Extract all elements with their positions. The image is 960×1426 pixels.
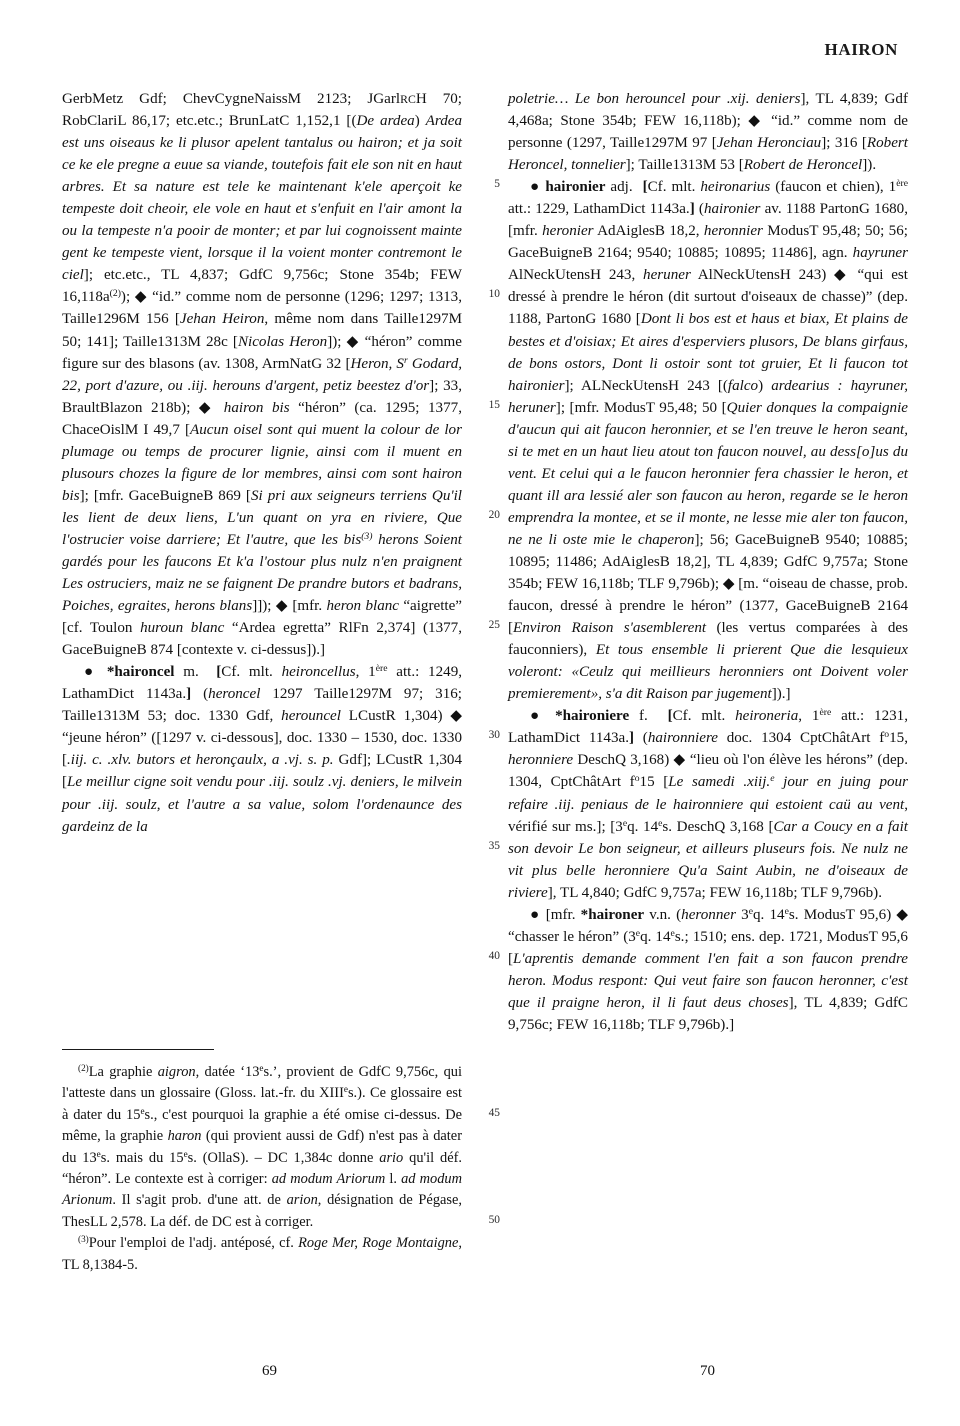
line-number: 25 <box>488 619 500 632</box>
left-column <box>62 88 462 838</box>
line-number: 50 <box>488 1213 500 1226</box>
entry-haironcel: ● *haironcel m. [Cf. mlt. heironcellus, 1ère att.: 1249, LathamDict 1143a.] (heroncel 1297 Taille1297M 97; 316; Taille1313M 53; doc. 1330 Gdf, herouncel LCustR 1,304) ◆ “jeune héron” ([1297 v. ci-dessous], doc. 1330 – 1530, doc. 1330 [.iij. c. .xlv. butors et heronçaulx, a .vj. s. p. Gdf]; LCustR 1,304 [Le meillur cigne soit vendu pour .iij. soulz .vj. deniers, le milvein pour .iij. soulz, et l'autre a sa value, solom l'ordenaunce des gardeinz de la <box>62 663 463 835</box>
line-number: 30 <box>488 729 500 742</box>
footnote-separator <box>62 1049 214 1050</box>
line-number-gutter <box>470 88 500 1268</box>
entry-haironer: ● [mfr. *haironer v.n. (heronner 3eq. 14es. ModusT 95,6) ◆ “chasser le héron” (3eq. 14es.; 1510; ens. dep. 1721, ModusT 95,6 [L'aprentis demande comment l'en fait a son faucon prendre heron. Modus respont: Qui veut faire son faucon heronner, c'est que il praigne heron, il li faut deus choses], TL 4,839; GdfC 9,756c; FEW 16,118b; TLF 9,796b).] <box>508 905 909 1033</box>
running-head: HAIRON <box>824 40 898 59</box>
footnote-3: $^{(3)}$Pour l'emploi de l'adj. antéposé, cf. Roge Mer, Roge Montaigne, TL 8,1384-5. <box>62 1234 462 1273</box>
footnote-2: $^{(2)}$La graphie aigron, datée ‘13es.’, provient de GdfC 9,756c, qui l'atteste dans un glossaire (Gloss. lat.-fr. du XIIIes.). Ce glossaire est à dater du 15es., c'est pourquoi la graphie a été omise ci-dessus. De même, la graphie haron (qui provient aussi de Gdf) n'est pas à dater du 13es. mais du 15es. (OllaS). – DC 1,384c donne ario qu'il déf. “héron”. Le contexte est à corriger: ad modum Ariorum l. ad modum Arionum. Il s'agit prob. d'une att. de arion, désignation de Pégase, ThesLL 2,578. La déf. de DC est à corriger. <box>62 1063 462 1230</box>
entry-haironiere: ● *haironiere f. [Cf. mlt. heironeria, 1ère att.: 1231, LathamDict 1143a.] (haironniere doc. 1304 CptChâtArt $f^o15$, heronniere DeschQ 3,168) ◆ “lieu où l'on élève les hérons” (dep. 1304, CptChâtArt $f^o15$ [Le samedi .xiij.$^e$ jour en juing pour refaire .iij. peniaus de le haironniere qui estoient caü au vent, vérifié sur ms.]; [3eq. 14es. DeschQ 3,168 [Car a Coucy en a fait son devoir Le bon seigneur, et ailleurs pluseurs fois. Ne nulz ne vit plus belle heronniere Qu'a Saint Aubin, ne d'oiseaux de riviere], TL 4,840; GdfC 9,757a; FEW 16,118b; TLF 9,796b). <box>508 707 908 901</box>
right-column <box>508 88 908 1036</box>
folio-right: 70 <box>700 1363 715 1379</box>
line-number: 20 <box>488 508 500 521</box>
footnote-block <box>62 1062 462 1276</box>
entry-haironier: ● haironier adj. [Cf. mlt. heironarius (faucon et chien), 1ère att.: 1229, LathamDict 1143a.] (haironier av. 1188 PartonG 1680, [mfr. heronier AdAiglesB 18,2, heronnier ModusT 95,48; 50; 56; GaceBuigneB 2164; 9540; 10885; 10895; 11486], agn. hayruner AlNeckUtensH 243, heruner AlNeckUtensH 243) ◆ “qui est dressé à prendre le héron (dit surtout d'oiseaux de chasse)” (dep. 1188, PartonG 1680 [Dont li bos est et haus et biax, Et plains de bestes et d'oisiax; Et aires d'esperviers plusors, De blans girfaus, de bons ostors, Dont li ostoir sont tot gruier, Et li faucon tot haironier]; ALNeckUtensH 243 [(falco) ardearius : hayruner, heruner]; [mfr. ModusT 95,48; 50 [Quier donques la compaignie d'aucun qui ait faucon heronnier, et se l'en treuve le heron seant, si te met en un haut lieu atout ton faucon nouvel, au dess[o]us du vent. Et celui qui a le faucon heronnier fera chassier le heron, et quant ill ara lessié aler son faucon au heron, regarde se le heron emprendra la montee, et se il monte, ne lesse mie aler ton faucon, ne ne li oste mie le chaperon]; 56; GaceBuigneB 9540; 10885; 10895; 11486; AdAiglesB 18,2], TL 4,839; GdfC 9,757a; Stone 354b; FEW 16,118b; TLF 9,796b); ◆ [m. “oiseau de chasse, prob. faucon, dressé à prendre le héron” (1377, GaceBuigneB 2164 [Environ Raison s'asemblerent (les vertus comparées à des fauconniers), Et tous ensemble li prierent Que die lesquieux voleront: «Ceulz qui meillieurs heronniers ont Doivent voler premierement», s'a dit Raison par jugement]).] <box>508 178 909 703</box>
line-number: 35 <box>488 839 500 852</box>
folio-left: 69 <box>262 1363 277 1379</box>
entry-haironcel-continuation: poletrie… Le bon herouncel pour .xij. deniers], TL 4,839; Gdf 4,468a; Stone 354b; FEW 16,118b); ◆ “id.” comme nom de personne (1297, Taille1297M 97 [Jehan Heronciau]; 316 [Robert Heroncel, tonnelier]; Taille1313M 53 [Robert de Heroncel]). <box>508 91 908 174</box>
line-number: 15 <box>488 398 500 411</box>
line-number: 40 <box>488 949 500 962</box>
entry-hairon-continuation: GerbMetz Gdf; ChevCygneNaissM 2123; JGarlRCH 70; RobClariL 86,17; etc.etc.; BrunLatC 1,152,1 [(De ardea) Ardea est uns oiseaus ke li plusor apelent tantalus ou hairon; et ja soit ce ke ele pregne a euue sa viande, toutefois fait ele son nit en haut arbres. Et sa nature est tele ke maintenant k'ele aperçoit ke tempeste doit cheoir, ele vole en haut et s'enfuit en l'air amont la ou la tempeste n'a pooir de monter; et par lui cognoissent mainte gent ke tempeste vient, lorsque il la voient monter contremont le ciel]; etc.etc., TL 4,837; GdfC 9,756c; Stone 354b; FEW $16,118a^{(2)}$); ◆ “id.” comme nom de personne (1296; 1297; 1313, Taille1296M 156 [Jehan Heiron, même nom dans Taille1297M 50; 141]; Taille1313M 28c [Nicolas Heron]); ◆ “héron” comme figure sur des blasons (av. 1308, ArmNatG 32 [Heron, $S^r$ Godard, 22, port d'azure, ou .iij. herouns d'argent, petiz beestez d'or]; 33, BraultBlazon 218b); ◆ hairon bis “héron” (ca. 1295; 1377, ChaceOislM I 49,7 [Aucun oisel sont qui muent la colour de lor plumage ou temps de procurer lignie, ainsi com il muent en plusours chozes la figure de lor membres, ainsi com sont hairon bis]; [mfr. GaceBuigneB 869 [Si pri aux seigneurs terriens Qu'il les lient de deux liens, L'un quant on yra en riviere, Que l'ostrucier voise darriere; Et l'autre, que les bis$^{(3)}$ herons Soient gardés pour les faucons Et k'a l'ostour plus nulz n'en praignent Les ostruciers, maiz ne se faignent De prandre butors et badrans, Poiches, egraites, herons blans]]); ◆ [mfr. heron blanc “aigrette” [cf. Toulon huroun blanc “Ardea egretta” RlFn 2,374] (1377, GaceBuigneB 874 [contexte v. ci-dessus]).] <box>62 91 463 659</box>
line-number: 5 <box>494 178 500 191</box>
line-number: 10 <box>488 288 500 301</box>
line-number: 45 <box>488 1106 500 1119</box>
